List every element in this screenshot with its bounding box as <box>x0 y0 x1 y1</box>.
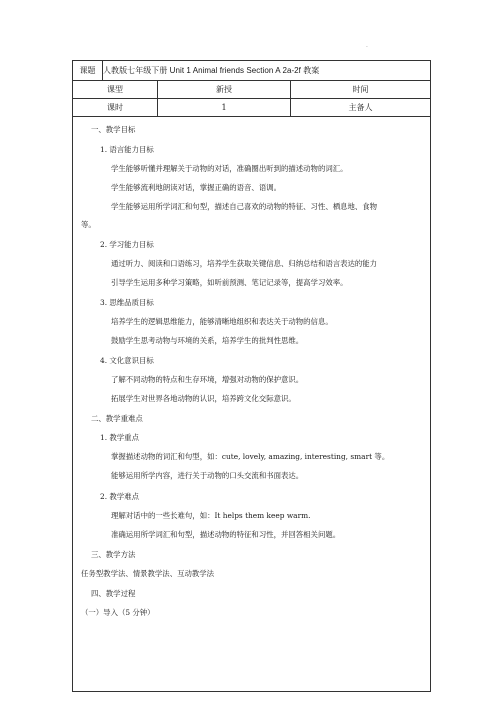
subsection-heading: 1. 语言能力目标 <box>100 145 154 154</box>
paragraph: 理解对话中的一些长难句，如：It helps them keep warm. <box>111 511 311 520</box>
time-label: 时间 <box>291 81 431 99</box>
section-heading: 二、教学重难点 <box>91 414 143 423</box>
paragraph: 掌握描述动物的词汇和句型，如：cute, lovely, amazing, interesting, smart 等。 <box>111 452 390 461</box>
course-title: 人教版七年级下册 Unit 1 Animal friends Section A 2a-2f 教案 <box>103 61 431 81</box>
paragraph: 能够运用所学内容，进行关于动物的口头交流和书面表达。 <box>111 471 304 480</box>
type-value: 新授 <box>158 81 291 99</box>
paragraph: 鼓励学生思考动物与环境的关系，培养学生的批判性思维。 <box>111 336 304 345</box>
preparer-label: 主备人 <box>291 99 431 117</box>
period-value: 1 <box>158 99 291 117</box>
course-row <box>73 61 431 81</box>
lesson-plan-table <box>72 60 431 692</box>
content-row <box>73 117 431 692</box>
page-mark: · <box>366 44 368 51</box>
course-label: 课题 <box>73 61 103 81</box>
paragraph: 引导学生运用多种学习策略，如听前预测、笔记记录等，提高学习效率。 <box>111 278 348 287</box>
paragraph: 培养学生的逻辑思维能力，能够清晰地组织和表达关于动物的信息。 <box>111 317 333 326</box>
section-heading: 四、教学过程 <box>91 589 136 598</box>
content-cell <box>73 117 431 692</box>
paragraph: 准确运用所学词汇和句型，描述动物的特征和习性，并回答相关问题。 <box>111 530 341 539</box>
period-row <box>73 99 431 117</box>
section-heading: 一、教学目标 <box>91 125 136 134</box>
paragraph: 任务型教学法、情景教学法、互动教学法 <box>81 569 215 578</box>
paragraph: 通过听力、阅读和口语练习，培养学生获取关键信息、归纳总结和语言表达的能力 <box>111 259 378 268</box>
type-row <box>73 81 431 99</box>
paragraph: 学生能够运用所学词汇和句型，描述自己喜欢的动物的特征、习性、栖息地、食物 <box>111 202 378 211</box>
content-body <box>73 117 430 691</box>
period-label: 课时 <box>73 99 158 117</box>
subsection-heading: 1. 教学重点 <box>100 433 139 442</box>
subsection-heading: 4. 文化意识目标 <box>100 356 154 365</box>
paragraph: 了解不同动物的特点和生存环境，增强对动物的保护意识。 <box>111 375 304 384</box>
subsection-heading: 2. 学习能力目标 <box>100 240 154 249</box>
paragraph-continuation: 等。 <box>81 220 96 229</box>
paragraph: 学生能够流利地朗读对话，掌握正确的语音、语调。 <box>111 183 281 192</box>
paragraph: 拓展学生对世界各地动物的认识，培养跨文化交际意识。 <box>111 394 296 403</box>
subsection-heading: 2. 教学难点 <box>100 492 139 501</box>
type-label: 课型 <box>73 81 158 99</box>
subsection-heading: （一）导入（5 分钟） <box>81 608 155 617</box>
section-heading: 三、教学方法 <box>91 550 136 559</box>
paragraph: 学生能够听懂并理解关于动物的对话，准确圈出听到的描述动物的词汇。 <box>111 164 348 173</box>
subsection-heading: 3. 思维品质目标 <box>100 298 154 307</box>
